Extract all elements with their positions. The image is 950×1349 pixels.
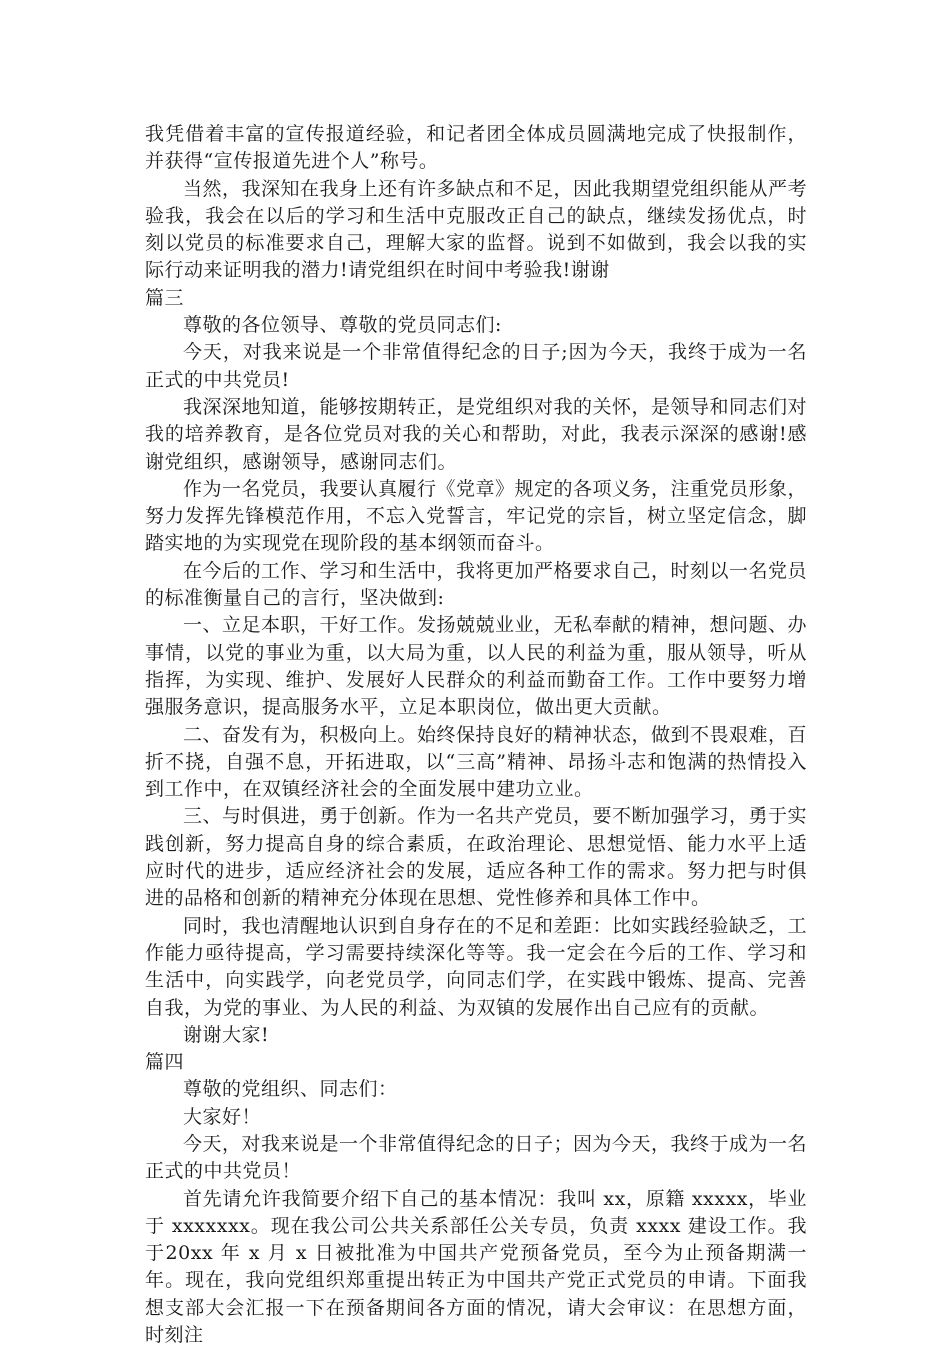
paragraph: 二、奋发有为，积极向上。始终保持良好的精神状态，做到不畏艰难，百折不挠，自强不息，开拓进取，以“三高”精神、昂扬斗志和饱满的热情投入到工作中，在双镇经济社会的全面发展中建功立业。 — [145, 723, 808, 801]
document-body — [145, 121, 807, 1349]
closing-line: 谢谢大家! — [183, 1023, 270, 1046]
section-heading: 篇三 — [145, 286, 185, 309]
paragraph: 今天，对我来说是一个非常值得纪念的日子；因为今天，我终于成为一名正式的中共党员！ — [145, 1132, 808, 1183]
paragraph: 今天，对我来说是一个非常值得纪念的日子;因为今天，我终于成为一名正式的中共党员! — [145, 341, 807, 391]
paragraph: 作为一名党员，我要认真履行《党章》规定的各项义务，注重党员形象，努力发挥先锋模范作用，不忘入党誓言，牢记党的宗旨，树立坚定信念，脚踏实地的为实现党在现阶段的基本纲领而奋斗。 — [145, 477, 808, 555]
paragraph: 一、立足本职，干好工作。发扬兢兢业业，无私奉献的精神，想问题、办事情，以党的事业为重，以大局为重，以人民的利益为重，服从领导，听从指挥，为实现、维护、发展好人民群众的利益而勤奋工作。工作中要努力增强服务意识，提高服务水平，立足本职岗位，做出更大贡献。 — [145, 614, 808, 719]
paragraph: 我凭借着丰富的宣传报道经验，和记者团全体成员圆满地完成了快报制作，并获得“宣传报道先进个人”称号。 — [145, 123, 807, 173]
paragraph: 同时，我也清醒地认识到自身存在的不足和差距：比如实践经验缺乏，工作能力亟待提高，学习需要持续深化等等。我一定会在今后的工作、学习和生活中，向实践学，向老党员学，向同志们学，在实践中锻炼、提高、完善自我，为党的事业、为人民的利益、为双镇的发展作出自己应有的贡献。 — [145, 914, 808, 1019]
paragraph: 三、与时俱进，勇于创新。作为一名共产党员，要不断加强学习，勇于实践创新，努力提高自身的综合素质，在政治理论、思想觉悟、能力水平上适应时代的进步，适应经济社会的发展，适应各种工作的需求。努力把与时俱进的品格和创新的精神充分体现在思想、党性修养和具体工作中。 — [145, 805, 808, 910]
paragraph: 当然，我深知在我身上还有许多缺点和不足，因此我期望党组织能从严考验我，我会在以后的学习和生活中克服改正自己的缺点，继续发扬优点，时刻以党员的标准要求自己，理解大家的监督。说到不如做到，我会以我的实际行动来证明我的潜力!请党组织在时间中考验我!谢谢 — [145, 177, 808, 282]
paragraph: 首先请允许我简要介绍下自己的基本情况：我叫 xx，原籍 xxxxx，毕业于 xxxxxxx。现在我公司公共关系部任公关专员，负责 xxxx 建设工作。我于20xx 年 x 月 x 日被批准为中国共产党预备党员，至今为止预备期满一年。现在，我向党组织郑重提出转正为中国共产党正式党员的申请。下面我想支部大会汇报一下在预备期间各方面的情况，请大会审议：在思想方面，时刻注 — [145, 1187, 807, 1347]
salutation: 尊敬的各位领导、尊敬的党员同志们: — [183, 314, 502, 337]
paragraph: 在今后的工作、学习和生活中，我将更加严格要求自己，时刻以一名党员的标准衡量自己的言行，坚决做到: — [145, 559, 808, 610]
paragraph: 我深深地知道，能够按期转正，是党组织对我的关怀，是领导和同志们对我的培养教育，是各位党员对我的关心和帮助，对此，我表示深深的感谢!感谢党组织，感谢领导，感谢同志们。 — [145, 395, 808, 473]
section-heading: 篇四 — [145, 1051, 185, 1074]
salutation: 尊敬的党组织、同志们： — [183, 1078, 398, 1101]
greeting: 大家好！ — [183, 1105, 262, 1128]
